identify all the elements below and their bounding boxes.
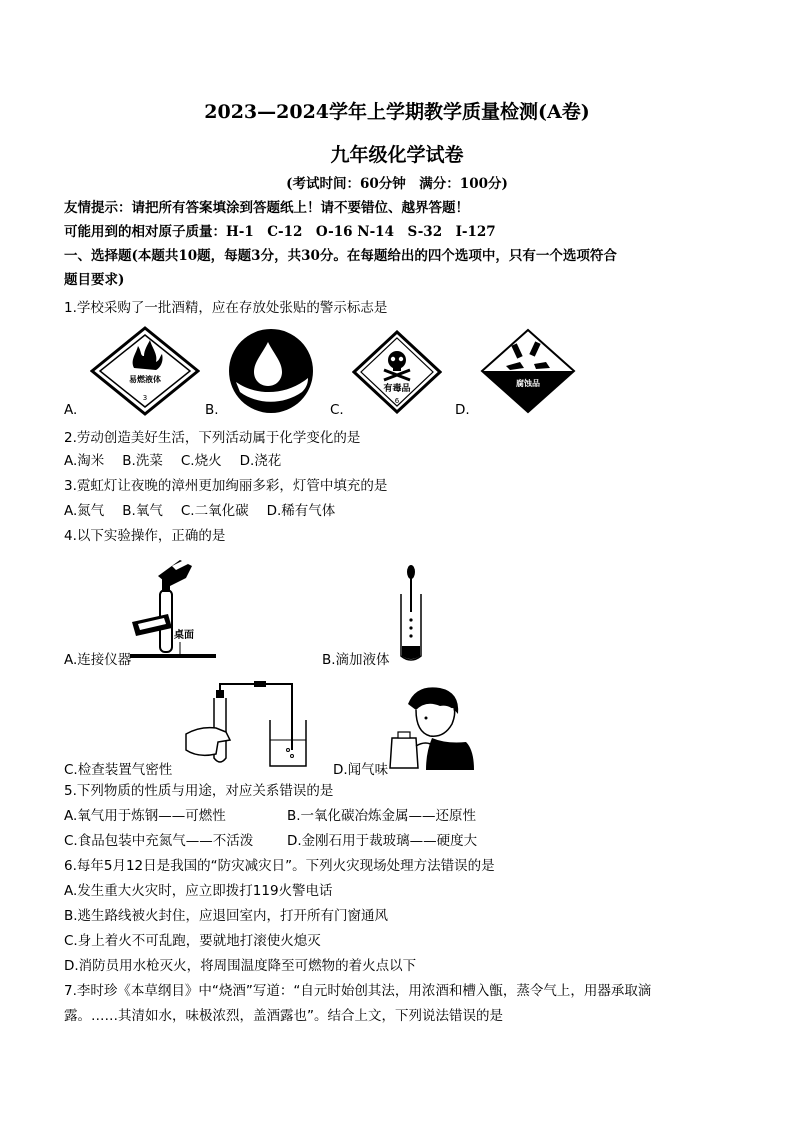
corrosive-substance-sign-icon (480, 328, 576, 414)
q3-stem: 3.霓虹灯让夜晚的漳州更加绚丽多彩，灯管中填充的是 (64, 478, 388, 494)
q5-option-b: B.一氧化碳冶炼金属——还原性 (287, 808, 477, 824)
friendly-tip: 友情提示：请把所有答案填涂到答题纸上！请不要错位、越界答题！ (64, 200, 469, 216)
q3-options (64, 501, 335, 521)
sign-a-text: 易燃液体 (129, 375, 161, 384)
q4-option-b: B.滴加液体 (322, 652, 390, 668)
q5-stem: 5.下列物质的性质与用途，对应关系错误的是 (64, 783, 334, 799)
q4-option-d: D.闻气味 (333, 762, 389, 778)
q3-option-a: A.氮气 (64, 503, 105, 519)
sign-c-number: 6 (394, 397, 400, 405)
q7-line1: 7.李时珍《本草纲目》中“烧酒”写道：“自元时始创其法，用浓酒和槽入甑，蒸令气上，用器承取滴 (64, 983, 652, 999)
q3-option-d: D.稀有气体 (266, 503, 336, 519)
q4-option-a: A.连接仪器 (64, 652, 132, 668)
q5-option-d: D.金刚石用于裁玻璃——硬度大 (287, 833, 478, 849)
q5-option-a: A.氧气用于炼钢——可燃性 (64, 808, 226, 824)
connect-apparatus-illustration (128, 556, 218, 662)
toxic-substance-sign-icon (352, 330, 442, 414)
sign-c-text: 有毒品 (383, 384, 411, 394)
exam-subtitle: 九年级化学试卷 (330, 144, 464, 166)
tabletop-label: 桌面 (174, 630, 194, 641)
q2-option-c: C.烧火 (180, 453, 222, 469)
sign-a-number: 3 (142, 394, 148, 402)
q2-option-b: B.洗菜 (122, 453, 163, 469)
atomic-masses: 可能用到的相对原子质量：H-1 C-12 O-16 N-14 S-32 I-127 (64, 224, 496, 240)
q3-option-c: C.二氧化碳 (180, 503, 249, 519)
flammable-liquid-sign-icon (90, 326, 200, 416)
q5-option-c: C.食品包装中充氮气——不活泼 (64, 833, 254, 849)
q6-option-d: D.消防员用水枪灭火，将周围温度降至可燃物的着火点以下 (64, 958, 417, 974)
q6-stem: 6.每年5月12日是我国的“防灾减灾日”。下列火灾现场处理方法错误的是 (64, 858, 495, 874)
q1-option-c: C. (330, 402, 344, 418)
smelling-gas-illustration (386, 680, 476, 772)
water-saving-sign-icon (226, 326, 316, 416)
q1-option-b: B. (205, 402, 219, 418)
q6-option-a: A.发生重大火灾时，应立即拨打119火警电话 (64, 883, 333, 899)
q4-stem: 4.以下实验操作，正确的是 (64, 528, 226, 544)
q4-option-c: C.检查装置气密性 (64, 762, 173, 778)
q6-option-b: B.逃生路线被火封住，应退回室内，打开所有门窗通风 (64, 908, 389, 924)
q3-option-b: B.氧气 (122, 503, 163, 519)
airtightness-check-illustration (180, 680, 310, 770)
q2-stem: 2.劳动创造美好生活，下列活动属于化学变化的是 (64, 430, 361, 446)
q1-option-d: D. (455, 402, 470, 418)
dropper-test-tube-illustration (396, 564, 426, 664)
q2-option-d: D.浇花 (239, 453, 282, 469)
section-heading-line1: 一、选择题(本题共10题，每题3分，共30分。在每题给出的四个选项中，只有一个选项符合 (64, 248, 617, 264)
q7-line2: 露。……其清如水，味极浓烈，盖酒露也”。结合上文，下列说法错误的是 (64, 1008, 503, 1024)
section-heading-line2: 题目要求) (64, 272, 125, 288)
exam-info: (考试时间：60分钟 满分：100分) (286, 176, 508, 192)
q2-options (64, 451, 281, 471)
q1-option-a: A. (64, 402, 78, 418)
sign-d-text: 腐蚀品 (516, 379, 540, 388)
q1-stem: 1.学校采购了一批酒精，应在存放处张贴的警示标志是 (64, 300, 388, 316)
q2-option-a: A.淘米 (64, 453, 105, 469)
exam-title: 2023—2024学年上学期教学质量检测(A卷) (204, 101, 590, 123)
q6-option-c: C.身上着火不可乱跑，要就地打滚使火熄灭 (64, 933, 321, 949)
